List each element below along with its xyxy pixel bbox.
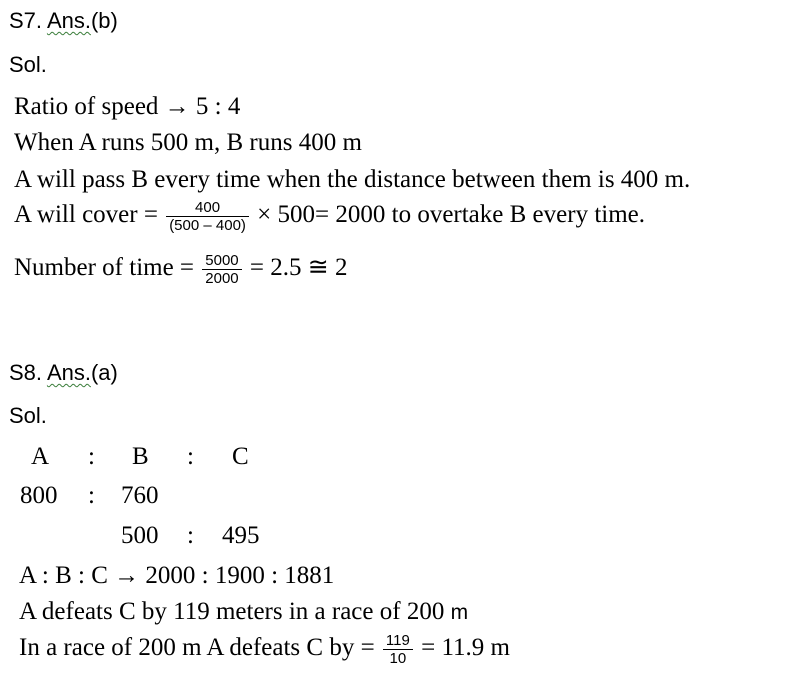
fraction-numerator: 400 xyxy=(166,199,249,217)
fraction-denominator: 10 xyxy=(389,650,407,667)
table-cell: B xyxy=(132,443,149,470)
s7-number: S7. xyxy=(9,8,43,33)
fraction-denominator: (500 – 400) xyxy=(169,217,246,234)
s8-line-race xyxy=(19,632,510,667)
s8-race-suffix: = 11.9 m xyxy=(421,634,510,662)
s7-line-runs: When A runs 500 m, B runs 400 m xyxy=(14,129,362,156)
table-cell: 500 xyxy=(121,522,159,549)
s7-ans-choice: (b) xyxy=(90,8,118,33)
table-cell: C xyxy=(232,443,249,470)
s7-time-suffix: = 2.5 ≅ 2 xyxy=(249,254,348,282)
s7-line-cover xyxy=(14,199,645,234)
table-cell: : xyxy=(187,443,194,470)
table-cell: 800 xyxy=(20,482,58,509)
s7-cover-fraction xyxy=(166,199,249,234)
s8-ans-label: Ans. xyxy=(46,360,91,385)
s8-line-defeats xyxy=(19,597,468,628)
table-cell: : xyxy=(187,522,194,549)
s7-line-ratio: Ratio of speed → 5 : 4 xyxy=(14,93,241,120)
s8-line-ratio: A : B : C → 2000 : 1900 : 1881 xyxy=(19,562,335,589)
s8-number: S8. xyxy=(9,360,43,385)
s8-heading xyxy=(9,360,118,386)
s7-cover-suffix: × 500= 2000 to overtake B every time. xyxy=(257,201,646,229)
s8-race-fraction xyxy=(383,632,413,667)
s7-heading xyxy=(9,8,118,34)
table-cell: 760 xyxy=(121,482,159,509)
s8-defeats-text: A defeats C by 119 meters in a race of 200 xyxy=(19,598,445,625)
s8-ans-choice: (a) xyxy=(90,360,118,385)
fraction-numerator: 5000 xyxy=(202,252,241,270)
table-cell: 495 xyxy=(222,522,260,549)
s7-sol-label: Sol. xyxy=(9,52,47,77)
s7-line-number-of-time xyxy=(14,252,347,287)
s7-line-pass: A will pass B every time when the distance between them is 400 m. xyxy=(14,166,691,193)
s7-ans-label: Ans. xyxy=(46,8,91,33)
s7-cover-prefix: A will cover = xyxy=(14,201,158,229)
s8-race-prefix: In a race of 200 m A defeats C by = xyxy=(19,634,375,662)
table-cell: A xyxy=(31,443,50,470)
s8-defeats-unit: m xyxy=(450,601,469,624)
s7-time-fraction xyxy=(202,252,241,287)
s7-time-prefix: Number of time = xyxy=(14,254,195,282)
fraction-numerator: 119 xyxy=(383,632,413,650)
fraction-denominator: 2000 xyxy=(205,270,239,287)
s8-sol-label: Sol. xyxy=(9,403,47,428)
table-cell: : xyxy=(88,443,95,470)
table-cell: : xyxy=(88,482,95,509)
